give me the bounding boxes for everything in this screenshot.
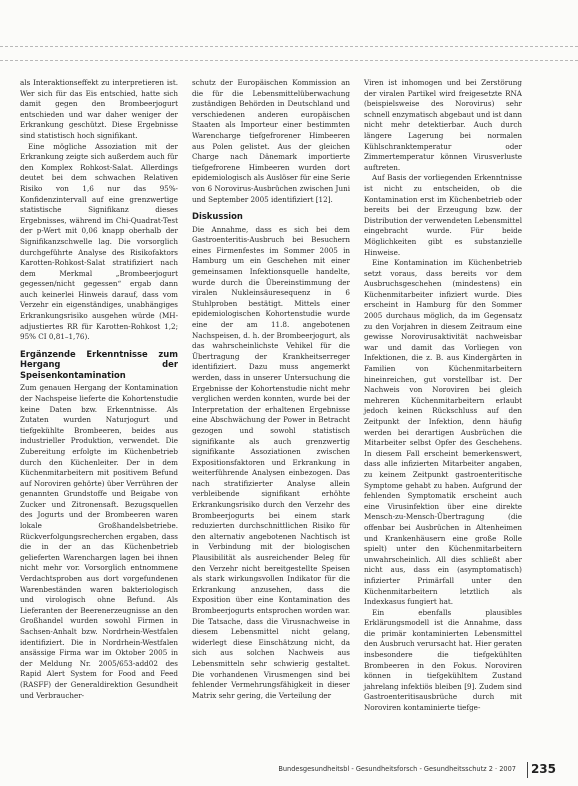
paragraph: schutz der Europäischen Kommission an die für die Lebensmittelüberwachung zuständigen Behörden in Deutschland und verschiedenen anderen europäischen Staaten als Importeur einer bestimmten Warencharge tiefgefrorener Himbeeren aus Polen gelistet. Aus der gleichen Charge nach Dänemark importierte tiefgefrorene Himbeeren wurden dort epidemiologisch als Auslöser für eine Serie von 6 Norovirus-Ausbrüchen zwischen Juni und September 2005 identifiziert [12]. — [192, 78, 350, 204]
text-column-left — [20, 78, 178, 701]
header-rule-top — [0, 46, 578, 47]
paragraph: Eine Kontamination im Küchenbetrieb setzt voraus, dass bereits vor dem Ausbruchsgeschehen (mindestens) ein Küchenmitarbeiter infiziert wurde. Dies erscheint in Hamburg für den Sommer 2005 durchaus möglich, da im Gegensatz zu den Vorjahren in diesem Zeitraum eine gewisse Norovirusaktivität nachweisbar war und damit das Vorliegen von Infektionen, die z. B. aus Kindergärten in Familien von Küchenmitarbeitern hineinreichen, gut vorstellbar ist. Der Nachweis von Noroviren bei gleich mehreren Küchenmitarbeitern erlaubt jedoch keinen Rückschluss auf den Zeitpunkt der Infektion, denn häufig werden bei derartigen Ausbrüchen die Mitarbeiter selbst Opfer des Geschehens. In diesem Fall erscheint bemerkenswert, dass alle infizierten Mitarbeiter angaben, zu keinem Zeitpunkt gastroenteritische Symptome gehabt zu haben. Aufgrund der fehlenden Symptomatik erscheint auch eine Virusinfektion über eine direkte Mensch-zu-Mensch-Übertragung (die offenbar bei Ausbrüchen in Altenheimen und Krankenhäusern eine große Rolle spielt) unter den Küchenmitarbeitern unwahrscheinlich. All dies schließt aber nicht aus, dass ein (asymptomatisch) infizierter Primärfall unter den Küchenmitarbeitern letztlich als Indexkasus fungiert hat. — [364, 258, 522, 607]
section-heading: Ergänzende Erkenntnisse zum Hergang der Speisenkontamination — [20, 348, 178, 380]
paragraph: als Interaktionseffekt zu interpretieren ist. Wer sich für das Eis entschied, hatte sich damit gegen den Brombeerjogurt entschieden und war daher weniger der Erkrankung geschützt. Diese Ergebnisse sind statistisch hoch signifikant. — [20, 78, 178, 140]
page-footer — [0, 760, 578, 780]
page-number: 235 — [530, 762, 556, 776]
text-column-right — [364, 78, 522, 714]
paragraph: Ein ebenfalls plausibles Erklärungsmodell ist die Annahme, dass die primär kontaminierten Lebensmittel den Ausbruch verursacht hat. Hier geraten insbesondere die tiefgekühlten Brombeeren in den Fokus. Noroviren können in tiefgekühltem Zustand jahrelang infektiös bleiben [9]. Zudem sind Gastroenteritisausbrüche durch mit Noroviren kontaminierte tiefge- — [364, 607, 522, 713]
journal-citation: Bundesgesundheitsbl - Gesundheitsforsch - Gesundheitsschutz 2 · 2007 — [278, 765, 516, 773]
header-rule-bottom — [0, 60, 578, 61]
footer-separator — [527, 762, 528, 778]
paragraph: Zum genauen Hergang der Kontamination der Nachspeise lieferte die Kohortenstudie keine Daten bzw. Erkenntnisse. Als Zutaten wurden Naturjogurt und tiefgekühlte Brombeeren, beides aus industrieller Produktion, verwendet. Die Zubereitung erfolgte im Küchenbetrieb durch den Küchenleiter. Der in dem Küchenmitarbeitern mit positivem Befund auf Noroviren gehörte) über Verrühren der genannten Grundstoffe und Beigabe von Zucker und Zitronensaft. Bezugsquellen des Jogurts und der Brombeeren waren lokale Großhandelsbetriebe. Rückverfolgungsrecherchen ergaben, dass die in der an das Küchenbetrieb gelieferten Warenchargen lagen bei ihnen nicht mehr vor. Vorsorglich entnommene Verdachtsproben aus dort vorgefundenen Warenbeständen waren bakteriologisch und virologisch ohne Befund. Als Lieferanten der Beerenerzeugnisse an den Großhandel wurden sowohl Firmen in Sachsen-Anhalt bzw. Nordrhein-Westfalen identifiziert. Die in Nordrhein-Westfalen ansässige Firma war im Oktober 2005 in der Meldung Nr. 2005/653-add02 des Rapid Alert System for Food and Feed (RASFF) der Generaldirektion Gesundheit und Verbraucher- — [20, 383, 178, 700]
paragraph: Auf Basis der vorliegenden Erkenntnisse ist nicht zu entscheiden, ob die Kontamination erst im Küchenbetrieb oder bereits bei der Erzeugung bzw. der Distribution der verwendeten Lebensmittel eingebracht wurde. Für beide Möglichkeiten gibt es substanzielle Hinweise. — [364, 173, 522, 257]
paragraph: Viren ist inhomogen und bei Zerstörung der viralen Partikel wird freigesetzte RNA (beispielsweise des Norovirus) sehr schnell enzymatisch abgebaut und ist dann nicht mehr detektierbar. Auch durch längere Lagerung bei normalen Kühlschranktemperatur oder Zimmertemperatur können Virusverluste auftreten. — [364, 78, 522, 172]
paragraph: Eine mögliche Assoziation mit der Erkrankung zeigte sich außerdem auch für den Komplex Rohkost-Salat. Allerdings deutet bei dem schwachen Relativen Risiko von 1,6 nur das 95%-Konfidenzintervall auf eine grenzwertige statistische Signifikanz dieses Ergebnisses, während im Chi-Quadrat-Test der p-Wert mit 0,06 knapp oberhalb der Signifikanzschwelle lag. Die vorsorglich durchgeführte Analyse des Risikofaktors Karotten-Rohkost-Salat stratifiziert nach dem Merkmal „Brombeerjogurt gegessen/nicht gegessen“ ergab dann auch keinerlei Hinweis darauf, dass vom Verzehr ein eigenständiges, unabhängiges Erkrankungsrisiko ausgehen würde (MH-adjustiertes RR für Karotten-Rohkost 1,2; 95% CI 0,81–1,76). — [20, 141, 178, 342]
text-column-middle — [192, 78, 350, 701]
paragraph: Die Annahme, dass es sich bei dem Gastroenteritis-Ausbruch bei Besuchern eines Firmenfestes im Sommer 2005 in Hamburg um ein Geschehen mit einer gemeinsamen Infektionsquelle handelte, wurde durch die Übereinstimmung der viralen Nukleinsäuresequenz in 6 Stuhlproben bestätigt. Mittels einer epidemiologischen Kohortenstudie wurde eine der am 11.8. angebotenen Nachspeisen, d. h. der Brombeerjogurt, als das wahrscheinlichste Vehikel für die Übertragung der Krankheitserreger identifiziert. Dazu muss angemerkt werden, dass in unserer Untersuchung die Ergebnisse der Kohortenstudie nicht mehr verglichen werden konnten, wurde bei der Interpretation der erhaltenen Ergebnisse eine Abschwächung der Power in Betracht gezogen und sowohl statistisch signifikante als auch grenzwertig signifikante Assoziationen zwischen Expositionsfaktoren und Erkrankung in weiterführende Analysen einbezogen. Das nach stratifizierter Analyse allein verbleibende signifikant erhöhte Erkrankungsrisiko durch den Verzehr des Brombeerjogurts bei einem stark reduzierten durchschnittlichen Risiko für den alternativ angebotenen Nachtisch ist in Verbindung mit der biologischen Plausibilität als ausreichender Beleg für den Verzehr nicht bereitgestellte Speisen als stark wirkungsvollen Indikator für die Erkrankung anzusehen, dass die Exposition über eine Kontamination des Brombeerjogurts entsprochen worden war. Die Tatsache, dass die Virusnachweise in diesem Lebensmittel nicht gelang, widerlegt diese Einschätzung nicht, da sich aus solchen Nachweis aus Lebensmitteln sehr schwierig gestaltet. Die vorhandenen Virusmengen sind bei fehlender Vermehrungsfähigkeit in dieser Matrix sehr gering, die Verteilung der — [192, 224, 350, 700]
section-heading: Diskussion — [192, 211, 243, 222]
